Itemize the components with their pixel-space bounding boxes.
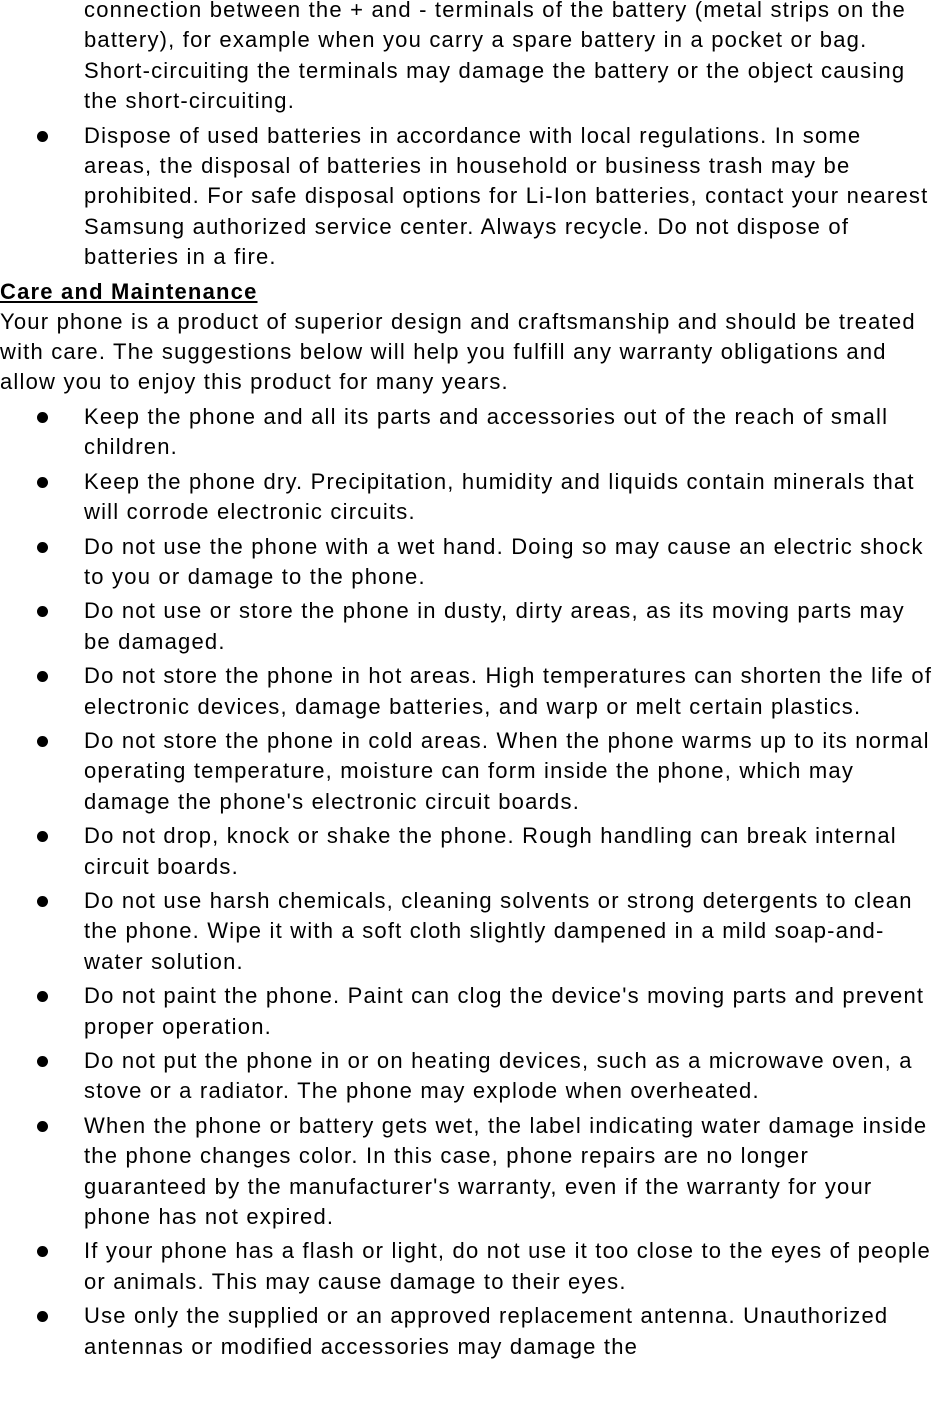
list-item-text: Keep the phone dry. Precipitation, humidity and liquids contain minerals that will corrode electronic circuits. [84, 468, 915, 525]
bullet-icon [37, 542, 48, 553]
list-item [0, 886, 935, 977]
list-item-text: Do not use harsh chemicals, cleaning solvents or strong detergents to clean the phone. Wipe it with a soft cloth slightly dampened in a mild soap-and-water solution. [84, 887, 913, 974]
list-item [0, 1046, 935, 1107]
list-item [0, 1111, 935, 1233]
list-item [0, 121, 935, 273]
list-item [0, 532, 935, 593]
list-item-text: Do not use or store the phone in dusty, dirty areas, as its moving parts may be damaged. [84, 598, 905, 654]
bullet-icon [37, 991, 48, 1002]
bullet-icon [37, 736, 48, 747]
list-item-text: Keep the phone and all its parts and accessories out of the reach of small children. [84, 403, 889, 460]
list-item [0, 981, 935, 1042]
list-item-text: If your phone has a flash or light, do not use it too close to the eyes of people or animals. This may cause damage to their eyes. [84, 1238, 931, 1294]
bullet-icon [37, 1056, 48, 1067]
bullet-icon [37, 1246, 48, 1257]
list-item-text: Do not store the phone in cold areas. When the phone warms up to its normal operating temperature, moisture can form inside the phone, which may damage the phone's electronic circuit boards. [84, 727, 930, 814]
list-item [0, 1236, 935, 1297]
list-item [0, 596, 935, 657]
list-item [0, 726, 935, 817]
continuation-paragraph: connection between the + and - terminals of the battery (metal strips on the battery), for example when you carry a spare battery in a pocket or bag. Short-circuiting the terminals may damage the battery or the object causing the short-circuiting. [84, 0, 906, 114]
bullet-icon [37, 131, 48, 142]
list-item-text: Do not drop, knock or shake the phone. Rough handling can break internal circuit boards. [84, 823, 897, 879]
bullet-icon [37, 671, 48, 682]
list-item [0, 821, 935, 882]
list-item-text: Do not put the phone in or on heating devices, such as a microwave oven, a stove or a radiator. The phone may explode when overheated. [84, 1048, 913, 1104]
list-item-text: When the phone or battery gets wet, the label indicating water damage inside the phone changes color. In this case, phone repairs are no longer guaranteed by the manufacturer's warranty, even if the warranty for your phone has not expired. [84, 1112, 928, 1230]
bullet-icon [37, 1121, 48, 1132]
section-intro: Your phone is a product of superior design and craftsmanship and should be treated with care. The suggestions below will help you fulfill any warranty obligations and allow you to enjoy this product for many years. [0, 308, 916, 395]
bullet-icon [37, 412, 48, 423]
list-item [0, 467, 935, 528]
care-bullet-list [0, 402, 935, 1362]
list-item [0, 1301, 935, 1362]
list-item [0, 661, 935, 722]
bullet-icon [37, 606, 48, 617]
list-item-text: Do not paint the phone. Paint can clog the device's moving parts and prevent proper operation. [84, 983, 925, 1039]
list-item [0, 402, 935, 463]
list-item-text: Dispose of used batteries in accordance with local regulations. In some areas, the disposal of batteries in household or business trash may be prohibited. For safe disposal options for Li-Ion batteries, contact your nearest Samsung authorized service center. Always recycle. Do not dispose of batteries in a fire. [84, 122, 929, 270]
bullet-icon [37, 831, 48, 842]
bullet-icon [37, 896, 48, 907]
list-item-text: Use only the supplied or an approved replacement antenna. Unauthorized antennas or modified accessories may damage the [84, 1303, 889, 1359]
list-item-text: Do not use the phone with a wet hand. Doing so may cause an electric shock to you or damage to the phone. [84, 533, 924, 589]
section-heading: Care and Maintenance [0, 278, 258, 304]
battery-bullet-list [0, 121, 935, 273]
list-item-text: Do not store the phone in hot areas. High temperatures can shorten the life of electronic devices, damage batteries, and warp or melt certain plastics. [84, 663, 933, 719]
bullet-icon [37, 477, 48, 488]
bullet-icon [37, 1311, 48, 1322]
